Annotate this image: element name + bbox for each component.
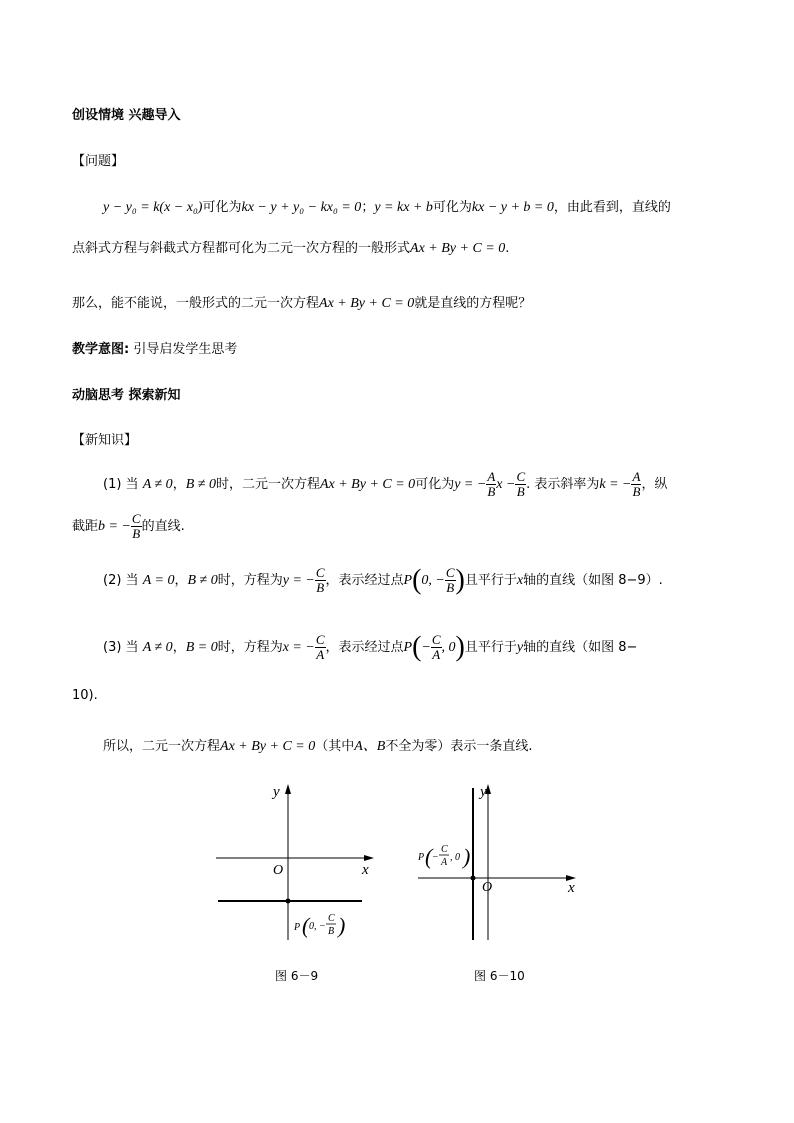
point-p-label: P — [418, 852, 425, 863]
origin-label: O — [482, 880, 493, 895]
svg-text:A: A — [441, 857, 448, 868]
section-heading-intro: 创设情境 兴趣导入 — [72, 108, 181, 123]
new-knowledge-label: 【新知识】 — [72, 433, 138, 448]
x-axis-label: x — [568, 880, 575, 896]
eq-general-form-2: Ax + By + C = 0 — [319, 296, 415, 311]
svg-text:C: C — [441, 844, 448, 855]
case2-line: (2) 当 A = 0，B ≠ 0时，方程为y = − $\frac{C}{B}$ ，表示经过点P(0, − $\frac{C}{B}$ )且平行于x轴的直线（如图 8−9）. — [103, 564, 663, 596]
fraction-a-over-b: $\frac{A}{B}$ — [487, 469, 496, 499]
figure-6-9-graph — [210, 778, 390, 943]
case3-line1: (3) 当 A ≠ 0，B = 0时，方程为x = − $\frac{C}{A}$ ，表示经过点P(− $\frac{C}{A}$ , 0)且平行于y轴的直线（如图 8− — [103, 631, 638, 663]
para1-line1: y − y₀ = k(x − x₀)可化为kx − y + y₀ − kx₀ = 0；y = kx + b可化为kx − y + b = 0，由此看到，直线的 — [103, 200, 671, 215]
eq-point-slope: y − y₀ = k(x − x₀) — [103, 200, 203, 215]
svg-text:(: ( — [425, 844, 433, 869]
teaching-intent — [72, 338, 237, 357]
y-axis-label: y — [273, 784, 280, 800]
point-p — [471, 876, 476, 881]
svg-text:B: B — [328, 926, 335, 937]
fraction-intercept: $\frac{C}{B}$ — [131, 511, 141, 541]
case3-line2: 10). — [72, 688, 98, 703]
teaching-intent-text: 引导启发学生思考 — [129, 342, 238, 357]
point-p — [286, 899, 291, 904]
fraction-c-over-b: $\frac{C}{B}$ — [516, 469, 526, 499]
conclusion: 所以，二元一次方程Ax + By + C = 0（其中A、B不全为零）表示一条直线. — [103, 739, 533, 754]
case1-line1: (1) 当 A ≠ 0，B ≠ 0时，二元一次方程Ax + By + C = 0可化为y = − $\frac{A}{B}$ x − $\frac{C}{B}$ . 表示斜率为k = − $\frac{A}{B}$ ，纵 — [103, 469, 668, 499]
figure-6-9-caption: 图 6－9 — [275, 969, 319, 983]
svg-text:): ) — [463, 844, 471, 869]
origin-label: O — [273, 863, 284, 878]
y-axis-label: y — [480, 784, 487, 800]
svg-text:, 0: , 0 — [450, 852, 460, 863]
svg-text:C: C — [328, 913, 335, 924]
svg-text:0, −: 0, − — [309, 921, 326, 932]
para2: 那么，能不能说，一般形式的二元一次方程Ax + By + C = 0就是直线的方程呢？ — [72, 296, 532, 311]
eq-general-form: Ax + By + C = 0 — [410, 241, 506, 256]
point-p-label: P — [294, 922, 301, 933]
fraction-slope: $\frac{A}{B}$ — [632, 469, 641, 499]
problem-label: 【问题】 — [72, 154, 125, 169]
svg-text:): ) — [338, 913, 346, 938]
para1-line2: 点斜式方程与斜截式方程都可化为二元一次方程的一般形式Ax + By + C = 0. — [72, 241, 510, 256]
y-axis-arrow — [285, 784, 291, 794]
figure-6-10-graph — [412, 778, 592, 943]
svg-text:−: − — [432, 852, 439, 863]
x-axis-arrow — [364, 855, 374, 861]
x-axis-label: x — [362, 862, 369, 878]
svg-text:(: ( — [302, 913, 310, 938]
figure-6-10-caption: 图 6－10 — [474, 969, 525, 983]
teaching-intent-label: 教学意图: — [72, 342, 130, 357]
section-heading-explore: 动脑思考 探索新知 — [72, 388, 181, 403]
eq-general-1: kx − y + y₀ − kx₀ = 0 — [241, 200, 362, 215]
eq-slope-intercept: y = kx + b — [374, 200, 433, 215]
eq-general-2: kx − y + b = 0 — [471, 200, 554, 215]
case1-line2: 截距b = − $\frac{C}{B}$ 的直线. — [72, 511, 185, 541]
